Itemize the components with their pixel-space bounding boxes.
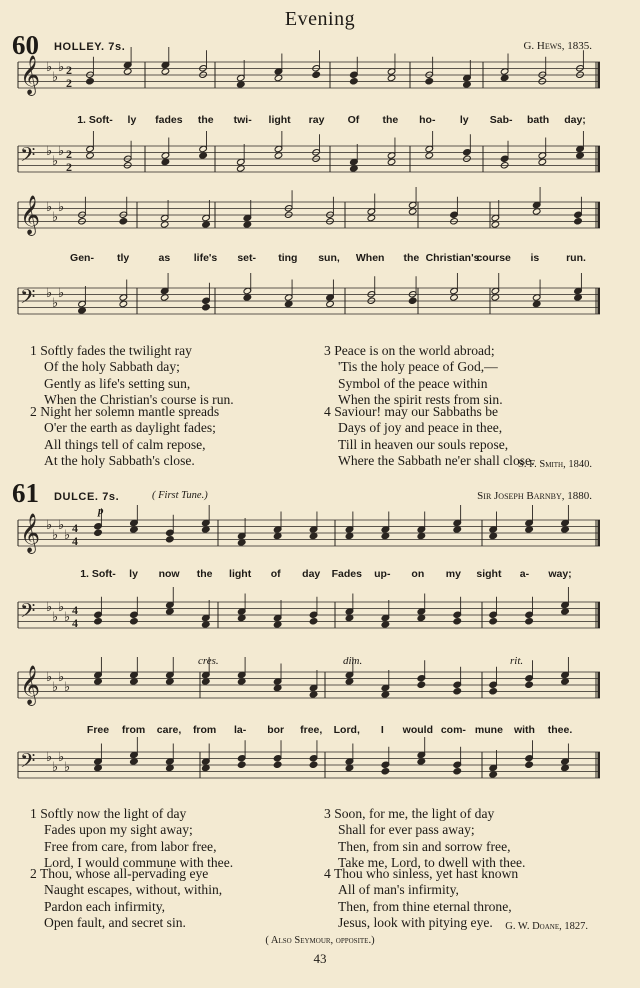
lyric-syllable: run. xyxy=(566,252,586,264)
lyric-syllable: the xyxy=(197,114,214,126)
lyric-line xyxy=(0,724,640,738)
note-head xyxy=(94,764,103,771)
flat-icon: ♭ xyxy=(52,760,59,775)
lyric-syllable: the xyxy=(382,114,399,126)
note-head xyxy=(574,218,583,225)
lyric-syllable: ly xyxy=(127,114,137,126)
note-head xyxy=(309,691,318,698)
lyric-syllable: mune xyxy=(474,724,503,736)
verse-3: 3 Soon, for me, the light of day Shall for ever pass away; Then, from sin and sorrow free, Take me, Lord, to dwell with thee. xyxy=(324,806,526,871)
treble-clef-icon: 𝄞 xyxy=(20,55,41,95)
note-head xyxy=(525,526,534,533)
lyric-syllable: would xyxy=(402,724,434,736)
lyric-syllable: day xyxy=(302,568,321,580)
verse-1: 1 Softly fades the twilight ray Of the holy Sabbath day; Gently as life's setting sun, When the Christian's course is run. xyxy=(30,343,234,408)
lyric-syllable: twi- xyxy=(233,114,252,126)
note-head xyxy=(237,539,246,546)
note-head xyxy=(130,758,139,765)
note-head xyxy=(408,208,417,215)
note-head xyxy=(119,300,128,307)
flat-icon: ♭ xyxy=(58,750,65,765)
note-head xyxy=(161,68,170,75)
note-head xyxy=(119,218,128,225)
lyric-syllable: light xyxy=(268,114,291,126)
note-head xyxy=(425,78,434,85)
note-head xyxy=(574,294,583,301)
time-signature: 4 xyxy=(72,603,78,617)
lyric-syllable: When xyxy=(355,252,385,264)
lyric-syllable: set- xyxy=(237,252,256,264)
flat-icon: ♭ xyxy=(46,518,53,533)
note-head xyxy=(561,608,570,615)
time-signature: 2 xyxy=(66,76,72,90)
note-head xyxy=(201,526,210,533)
lyric-syllable: with xyxy=(513,724,535,736)
note-head xyxy=(166,608,175,615)
lyric-syllable: Sab- xyxy=(489,114,513,126)
note-head xyxy=(381,768,390,775)
lyric-syllable: thee. xyxy=(547,724,573,736)
flat-icon: ♭ xyxy=(52,528,59,543)
flat-icon: ♭ xyxy=(64,528,71,543)
lyric-syllable: free, xyxy=(300,724,323,736)
bass-clef-icon: 𝄢 xyxy=(20,143,36,171)
note-head xyxy=(532,300,541,307)
tune-note: ( First Tune.) xyxy=(152,490,208,501)
lyric-syllable: bath xyxy=(526,114,550,126)
treble-clef-icon: 𝄞 xyxy=(20,665,41,705)
note-head xyxy=(86,78,95,85)
hymn-number: 61 xyxy=(12,478,39,508)
time-signature: 4 xyxy=(72,534,78,548)
flat-icon: ♭ xyxy=(64,760,71,775)
note-head xyxy=(160,221,169,228)
note-head xyxy=(326,300,335,307)
note-head xyxy=(489,771,498,778)
flat-icon: ♭ xyxy=(58,518,65,533)
lyric-syllable: the xyxy=(196,568,213,580)
note-head xyxy=(161,158,170,165)
note-head xyxy=(202,304,211,311)
note-head xyxy=(532,208,541,215)
composer: G. Hews, 1835. xyxy=(523,40,592,52)
lyric-syllable: way; xyxy=(548,568,572,580)
lyric-syllable: as xyxy=(158,252,171,264)
time-signature: 2 xyxy=(66,147,72,161)
flat-icon: ♭ xyxy=(58,670,65,685)
lyric-syllable: life's xyxy=(193,252,218,264)
note-head xyxy=(199,152,208,159)
note-head xyxy=(78,307,87,314)
page-title: Evening xyxy=(284,8,356,30)
lyric-syllable: Lord, xyxy=(333,724,360,736)
lyric-syllable: from xyxy=(192,724,217,736)
lyric-syllable: care, xyxy=(156,724,182,736)
note-head xyxy=(201,621,210,628)
final-barline xyxy=(598,672,601,698)
verse-4: 4 Thou who sinless, yet hast known All of man's infirmity, Then, from thine eternal throne, Jesus, look with pitying eye. xyxy=(324,866,519,931)
lyric-syllable: ray xyxy=(308,114,325,126)
lyric-syllable: sight xyxy=(476,568,502,580)
note-head xyxy=(561,526,570,533)
author-attribution: G. W. Doane, 1827. xyxy=(505,921,588,932)
lyric-syllable: a- xyxy=(519,568,530,580)
flat-icon: ♭ xyxy=(52,610,59,625)
note-head xyxy=(489,688,498,695)
lyric-syllable: Christian's xyxy=(425,252,480,264)
note-head xyxy=(387,74,396,81)
flat-icon: ♭ xyxy=(58,60,65,75)
note-head xyxy=(166,764,175,771)
note-head xyxy=(381,532,390,539)
note-head xyxy=(309,618,318,625)
note-head xyxy=(489,532,498,539)
final-barline xyxy=(598,202,601,228)
note-head xyxy=(236,165,245,172)
note-head xyxy=(450,294,459,301)
note-head xyxy=(130,526,139,533)
lyric-syllable: ly xyxy=(459,114,469,126)
lyric-syllable: Free xyxy=(86,724,110,736)
verse-4: 4 Saviour! may our Sabbaths be Days of joy and peace in thee, Till in heaven our souls repose, Where the Sabbath ne'er shall close. xyxy=(324,404,535,469)
note-head xyxy=(381,691,390,698)
final-barline xyxy=(598,62,601,88)
note-head xyxy=(237,761,246,768)
flat-icon: ♭ xyxy=(52,154,59,169)
note-head xyxy=(453,768,462,775)
flat-icon: ♭ xyxy=(58,286,65,301)
note-head xyxy=(417,532,426,539)
note-head xyxy=(387,158,396,165)
flat-icon: ♭ xyxy=(46,600,53,615)
note-head xyxy=(273,621,282,628)
treble-clef-icon: 𝄞 xyxy=(20,513,41,553)
note-head xyxy=(576,152,585,159)
dynamic-mark: p xyxy=(98,505,104,517)
lyric-syllable: now xyxy=(158,568,180,580)
note-head xyxy=(284,300,293,307)
note-head xyxy=(273,532,282,539)
hymn-number: 60 xyxy=(12,30,39,60)
time-signature: 4 xyxy=(72,616,78,630)
lyric-syllable: bor xyxy=(267,724,285,736)
bass-clef-icon: 𝄢 xyxy=(20,599,36,627)
flat-icon: ♭ xyxy=(46,286,53,301)
lyric-syllable: Of xyxy=(347,114,360,126)
note-head xyxy=(236,81,245,88)
note-head xyxy=(463,81,472,88)
note-head xyxy=(453,688,462,695)
flat-icon: ♭ xyxy=(52,296,59,311)
note-head xyxy=(345,532,354,539)
note-head xyxy=(367,214,376,221)
bass-clef-icon: 𝄢 xyxy=(20,285,36,313)
note-head xyxy=(453,526,462,533)
lyric-syllable: la- xyxy=(234,724,247,736)
note-head xyxy=(202,221,211,228)
lyric-syllable: 1. Soft- xyxy=(77,114,113,126)
note-head xyxy=(453,618,462,625)
note-head xyxy=(500,74,509,81)
note-head xyxy=(345,764,354,771)
author-attribution: S. F. Smith, 1840. xyxy=(518,459,592,470)
note-head xyxy=(381,621,390,628)
note-head xyxy=(309,761,318,768)
footer-note: ( Also Seymour, opposite.) xyxy=(265,935,375,946)
lyric-syllable: from xyxy=(121,724,146,736)
note-head xyxy=(166,536,175,543)
time-signature: 2 xyxy=(66,63,72,77)
note-head xyxy=(425,152,434,159)
tune-name: DULCE. 7s. xyxy=(54,491,120,503)
verse-1: 1 Softly now the light of day Fades upon my sight away; Free from care, from labor free, Lord, I would commune with thee. xyxy=(30,806,234,871)
lyric-line xyxy=(0,252,640,266)
final-barline xyxy=(598,288,601,314)
note-head xyxy=(345,678,354,685)
time-signature: 4 xyxy=(72,521,78,535)
verse-2: 2 Night her solemn mantle spreads O'er the earth as daylight fades; All things tell of calm repose, At the holy Sabbath's close. xyxy=(30,404,220,469)
note-head xyxy=(525,761,534,768)
note-head xyxy=(350,165,359,172)
lyric-syllable: ho- xyxy=(419,114,436,126)
verse-2: 2 Thou, whose all-pervading eye Naught escapes, without, within, Pardon each infirmity, Open fault, and secret sin. xyxy=(30,866,223,931)
note-head xyxy=(94,618,103,625)
flat-icon: ♭ xyxy=(64,680,71,695)
final-barline xyxy=(598,602,601,628)
lyric-syllable: of xyxy=(270,568,281,580)
note-head xyxy=(273,761,282,768)
flat-icon: ♭ xyxy=(52,680,59,695)
note-head xyxy=(201,678,210,685)
composer: Sir Joseph Barnby, 1880. xyxy=(477,490,592,502)
dynamic-mark: dim. xyxy=(343,655,363,667)
note-head xyxy=(408,297,417,304)
note-head xyxy=(345,614,354,621)
lyric-syllable: on xyxy=(411,568,425,580)
lyric-syllable: com- xyxy=(440,724,466,736)
note-head xyxy=(309,532,318,539)
note-head xyxy=(491,294,500,301)
dynamic-mark: cres. xyxy=(198,655,219,667)
lyric-syllable: sun, xyxy=(318,252,340,264)
note-head xyxy=(243,294,252,301)
lyric-syllable: ly xyxy=(129,568,138,580)
note-head xyxy=(274,152,283,159)
note-head xyxy=(243,221,252,228)
lyric-syllable: Gen- xyxy=(70,252,94,264)
note-head xyxy=(525,681,534,688)
note-head xyxy=(160,294,169,301)
flat-icon: ♭ xyxy=(58,144,65,159)
lyric-syllable: fades xyxy=(155,114,183,126)
note-head xyxy=(273,684,282,691)
lyric-syllable: tly xyxy=(117,252,130,264)
note-head xyxy=(86,152,95,159)
flat-icon: ♭ xyxy=(46,60,53,75)
note-head xyxy=(561,678,570,685)
note-head xyxy=(94,678,103,685)
note-head xyxy=(201,764,210,771)
lyric-syllable: ting xyxy=(278,252,298,264)
lyric-syllable: day; xyxy=(564,114,586,126)
note-head xyxy=(561,764,570,771)
note-head xyxy=(130,618,139,625)
time-signature: 2 xyxy=(66,160,72,174)
lyric-syllable: light xyxy=(229,568,252,580)
verse-3: 3 Peace is on the world abroad; 'Tis the holy peace of God,— Symbol of the peace within When the spirit rests from sin. xyxy=(324,343,503,408)
flat-icon: ♭ xyxy=(52,210,59,225)
lyric-line xyxy=(0,568,640,582)
note-head xyxy=(525,618,534,625)
treble-clef-icon: 𝄞 xyxy=(20,195,41,235)
bass-clef-icon: 𝄢 xyxy=(20,749,36,777)
lyric-syllable: up- xyxy=(374,568,391,580)
note-head xyxy=(417,681,426,688)
flat-icon: ♭ xyxy=(46,200,53,215)
note-head xyxy=(312,71,321,78)
flat-icon: ♭ xyxy=(58,200,65,215)
note-head xyxy=(237,614,246,621)
flat-icon: ♭ xyxy=(46,750,53,765)
final-barline xyxy=(598,520,601,546)
note-head xyxy=(491,221,500,228)
final-barline xyxy=(598,146,601,172)
note-head xyxy=(130,678,139,685)
flat-icon: ♭ xyxy=(46,144,53,159)
note-head xyxy=(166,678,175,685)
flat-icon: ♭ xyxy=(52,70,59,85)
flat-icon: ♭ xyxy=(46,670,53,685)
note-head xyxy=(538,158,547,165)
lyric-syllable: the xyxy=(403,252,420,264)
tune-name: HOLLEY. 7s. xyxy=(54,41,126,53)
lyric-syllable: I xyxy=(380,724,384,736)
flat-icon: ♭ xyxy=(58,600,65,615)
flat-icon: ♭ xyxy=(64,610,71,625)
note-head xyxy=(350,78,359,85)
note-head xyxy=(274,74,283,81)
page-number: 43 xyxy=(313,951,327,966)
note-head xyxy=(417,758,426,765)
lyric-syllable: course xyxy=(476,252,511,264)
lyric-line xyxy=(0,114,640,128)
lyric-syllable: Fades xyxy=(331,568,362,580)
note-head xyxy=(489,618,498,625)
lyric-syllable: is xyxy=(530,252,540,264)
dynamic-mark: rit. xyxy=(510,655,524,667)
final-barline xyxy=(598,752,601,778)
lyric-syllable: 1. Soft- xyxy=(80,568,116,580)
note-head xyxy=(94,529,103,536)
note-head xyxy=(237,678,246,685)
note-head xyxy=(123,68,132,75)
lyric-syllable: my xyxy=(445,568,461,580)
note-head xyxy=(417,614,426,621)
